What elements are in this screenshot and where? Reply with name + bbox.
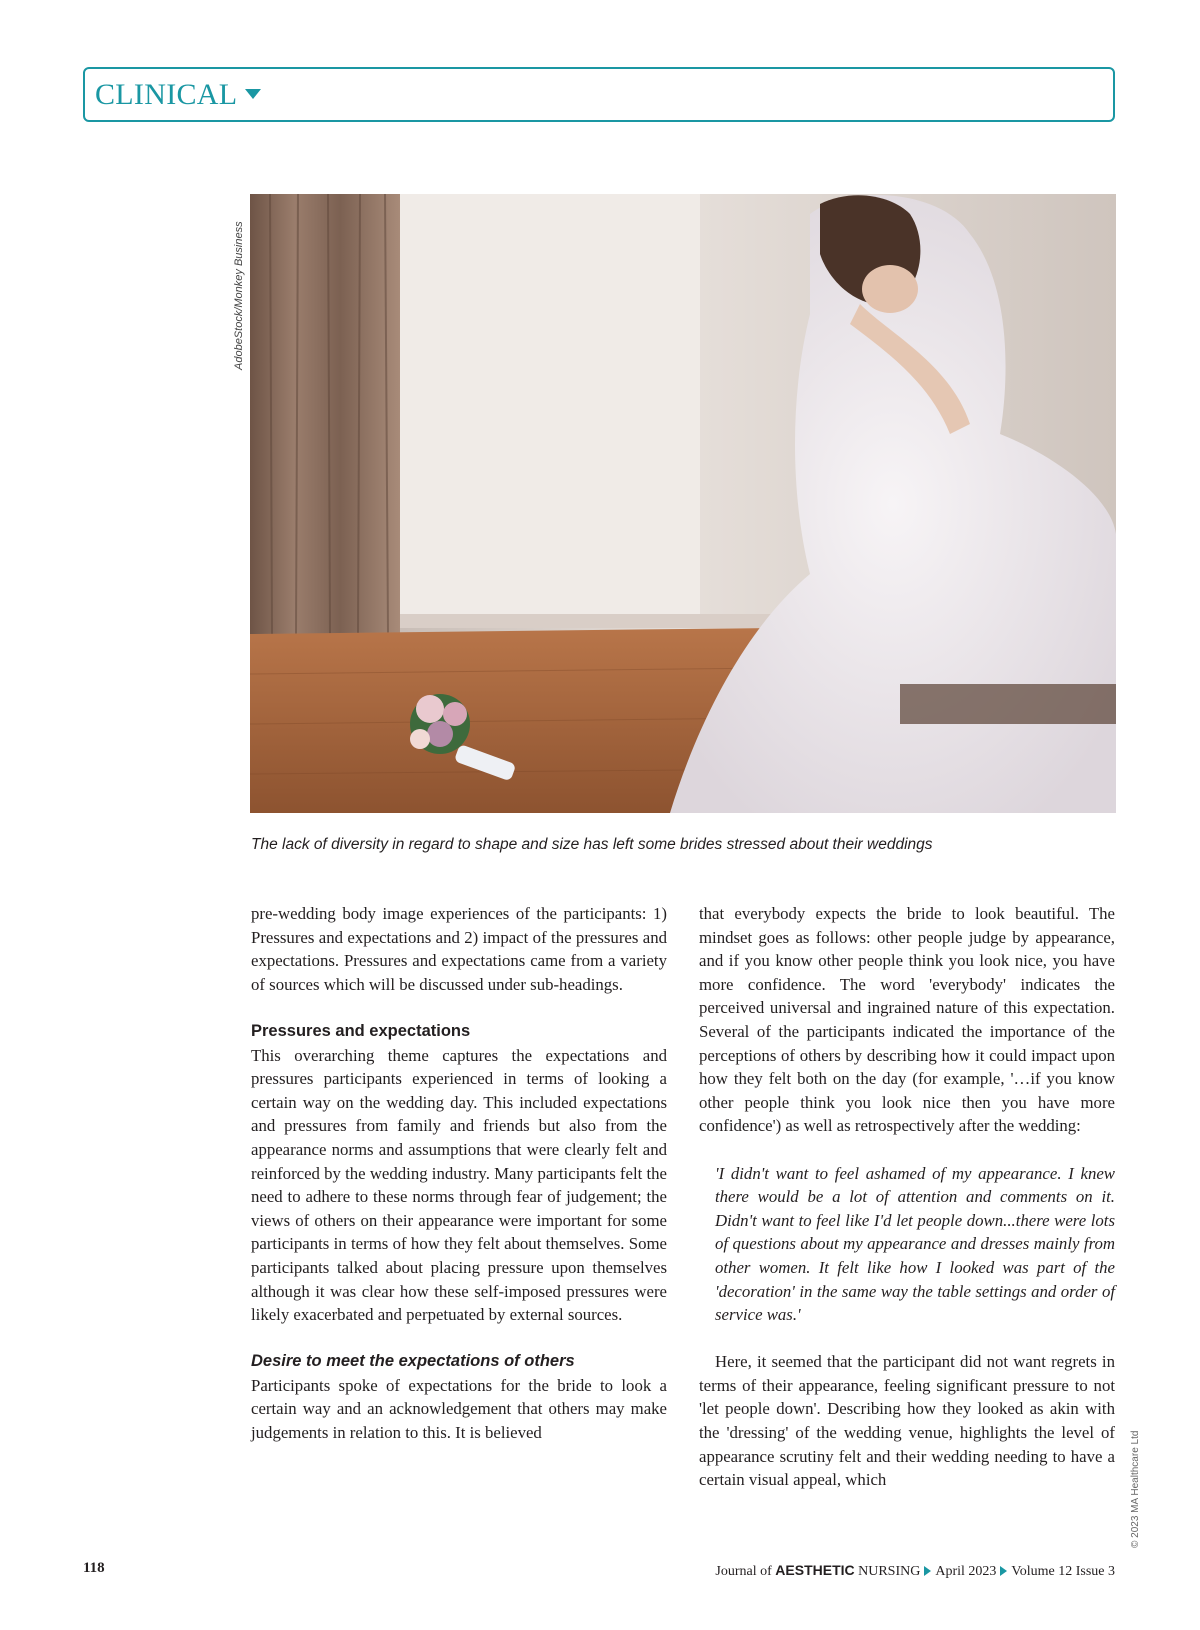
body-paragraph: that everybody expects the bride to look beautiful. The mindset goes as follows: other people judge by appearance, and if you know other people think you look nice, you have more confidence. The word 'everybody' indicates the perceived universal and ingrained nature of this expectation. Several of the participants indicated the importance of the perceptions of others by describing how it could impact upon how they felt both on the day (for example, '…if you know other people think you look nice then you have more confidence') as well as retrospectively after the wedding:: [699, 904, 1115, 1136]
participant-quote: 'I didn't want to feel ashamed of my appearance. I knew there would be a lot of attention and comments on it. Didn't want to feel like I'd let people down...there were lots of questions about my appearance and dresses mainly from other women. It felt like how I looked was part of the 'decoration' in the same way the table settings and order of service was.': [715, 1163, 1115, 1325]
journal-footer: Journal of AESTHETIC NURSING April 2023 Volume 12 Issue 3: [715, 1562, 1115, 1579]
body-paragraph: Here, it seemed that the participant did not want regrets in terms of their appearance, feeling significant pressure to not 'let people down'. Describing how they looked as akin with the 'dressing' of the wedding venue, highlights the level of appearance scrutiny felt and their wedding needing to have a certain visual appeal, which: [699, 1352, 1115, 1490]
article-photo: [250, 194, 1116, 813]
copyright-notice: © 2023 MA Healthcare Ltd: [1130, 1430, 1141, 1548]
page-number: 118: [83, 1560, 105, 1576]
section-label: CLINICAL: [95, 78, 261, 112]
article-column-right: [699, 902, 1115, 1492]
subheading-pressures: Pressures and expectations: [251, 1021, 471, 1040]
body-paragraph: This overarching theme captures the expectations and pressures participants experienced in terms of looking a certain way on the wedding day. This included expectations and pressures from family and friends but also from the appearance norms and assumptions that were clearly felt and reinforced by the wedding industry. Many participants felt the need to adhere to these norms through fear of judgement; the views of others on their appearance were important for some participants in terms of how they felt about themselves. Some participants talked about placing pressure upon themselves although it was clear how these self-imposed pressures were likely exacerbated and perpetuated by external sources.: [251, 1045, 667, 1325]
triangle-right-icon: [924, 1566, 931, 1576]
photo-credit: AdobeStock/Monkey Business: [233, 221, 245, 370]
article-column-left: [251, 902, 667, 1445]
triangle-right-icon: [1000, 1566, 1007, 1576]
chevron-down-icon: [245, 89, 261, 99]
body-paragraph: Participants spoke of expectations for the bride to look a certain way and an acknowledgement that others may make judgements in relation to this. It is believed: [251, 1375, 667, 1443]
intro-paragraph: pre-wedding body image experiences of the participants: 1) Pressures and expectations and 2) impact of the pressures and expectations. Pressures and expectations came from a variety of sources which will be discussed under sub-headings.: [251, 904, 667, 994]
photo-caption: The lack of diversity in regard to shape and size has left some brides stressed about their weddings: [251, 836, 933, 853]
subheading-desire: Desire to meet the expectations of others: [251, 1352, 575, 1371]
section-header: [83, 67, 1115, 122]
